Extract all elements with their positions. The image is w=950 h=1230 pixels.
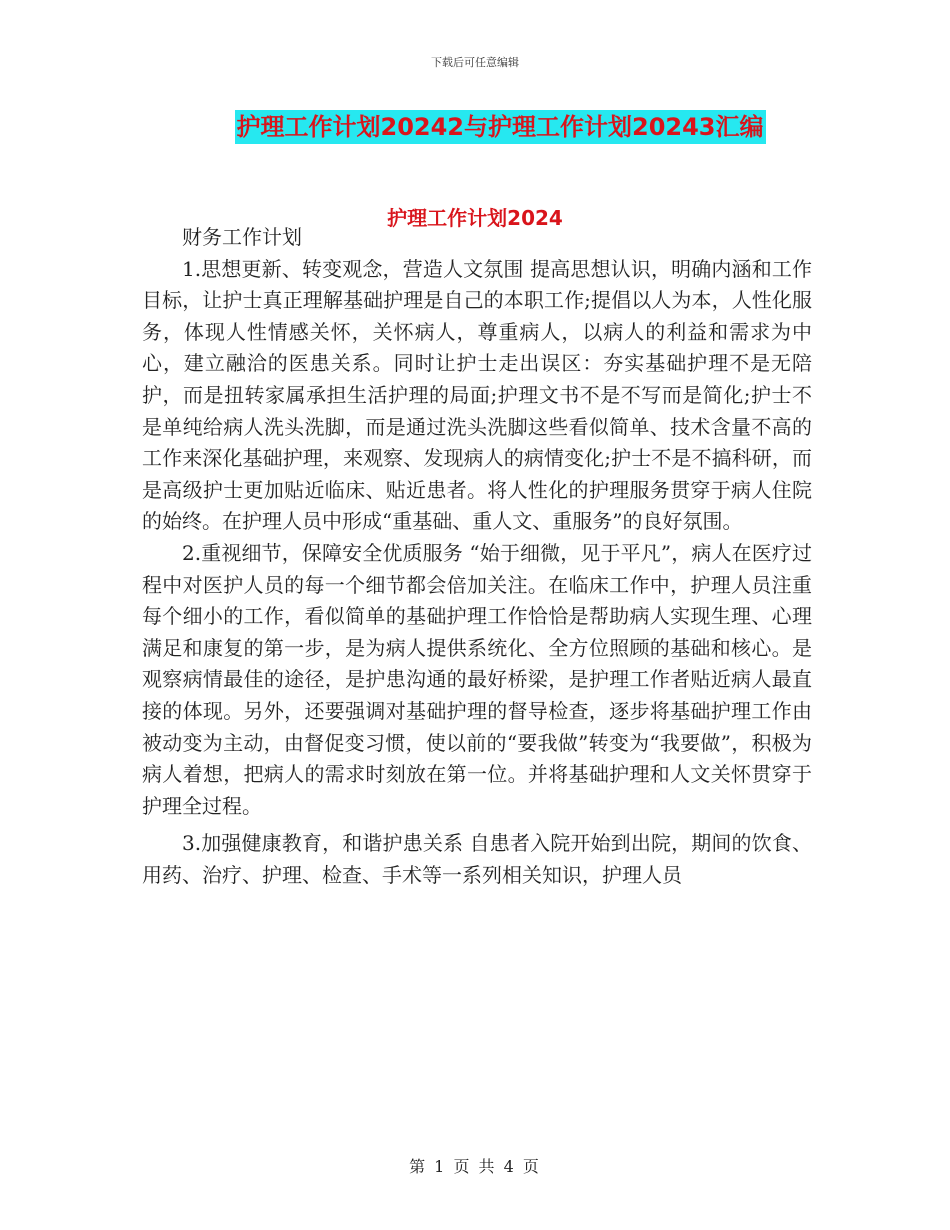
section-title: 护理工作计划2024 [387, 206, 563, 230]
page-header-note: 下载后可任意编辑 [431, 56, 519, 69]
document-title: 护理工作计划20242与护理工作计划20243汇编 [235, 110, 766, 144]
paragraph-3: 3.加强健康教育，和谐护患关系 自患者入院开始到出院，期间的饮食、用药、治疗、护理、检查、手术等一系列相关知识，护理人员 [142, 831, 812, 887]
document-body [142, 222, 812, 891]
paragraph-subheading: 财务工作计划 [182, 225, 302, 249]
paragraph-2: 2.重视细节，保障安全优质服务 “始于细微，见于平凡”，病人在医疗过程中对医护人员的每一个细节都会倍加关注。在临床工作中，护理人员注重每个细小的工作，看似简单的基础护理工作恰恰是帮助病人实现生理、心理满足和康复的第一步，是为病人提供系统化、全方位照顾的基础和核心。是观察病情最佳的途径，是护患沟通的最好桥梁，是护理工作者贴近病人最直接的体现。另外，还要强调对基础护理的督导检查，逐步将基础护理工作由被动变为主动，由督促变习惯，使以前的“要我做”转变为“我要做”，积极为病人着想，把病人的需求时刻放在第一位。并将基础护理和人文关怀贯穿于护理全过程。 [142, 540, 812, 818]
document-title-wrapper [0, 110, 950, 144]
page-footer-number: 第 1 页 共 4 页 [409, 1157, 541, 1176]
paragraph-1: 1.思想更新、转变观念，营造人文氛围 提高思想认识，明确内涵和工作目标，让护士真正理解基础护理是自己的本职工作;提倡以人为本，人性化服务，体现人性情感关怀，关怀病人，尊重病人，以病人的利益和需求为中心，建立融洽的医患关系。同时让护士走出误区：夯实基础护理不是无陪护，而是扭转家属承担生活护理的局面;护理文书不是不写而是简化;护士不是单纯给病人洗头洗脚，而是通过洗头洗脚这些看似简单、技术含量不高的工作来深化基础护理，来观察、发现病人的病情变化;护士不是不搞科研，而是高级护士更加贴近临床、贴近患者。将人性化的护理服务贯穿于病人住院的始终。在护理人员中形成“重基础、重人文、重服务”的良好氛围。 [142, 256, 812, 534]
